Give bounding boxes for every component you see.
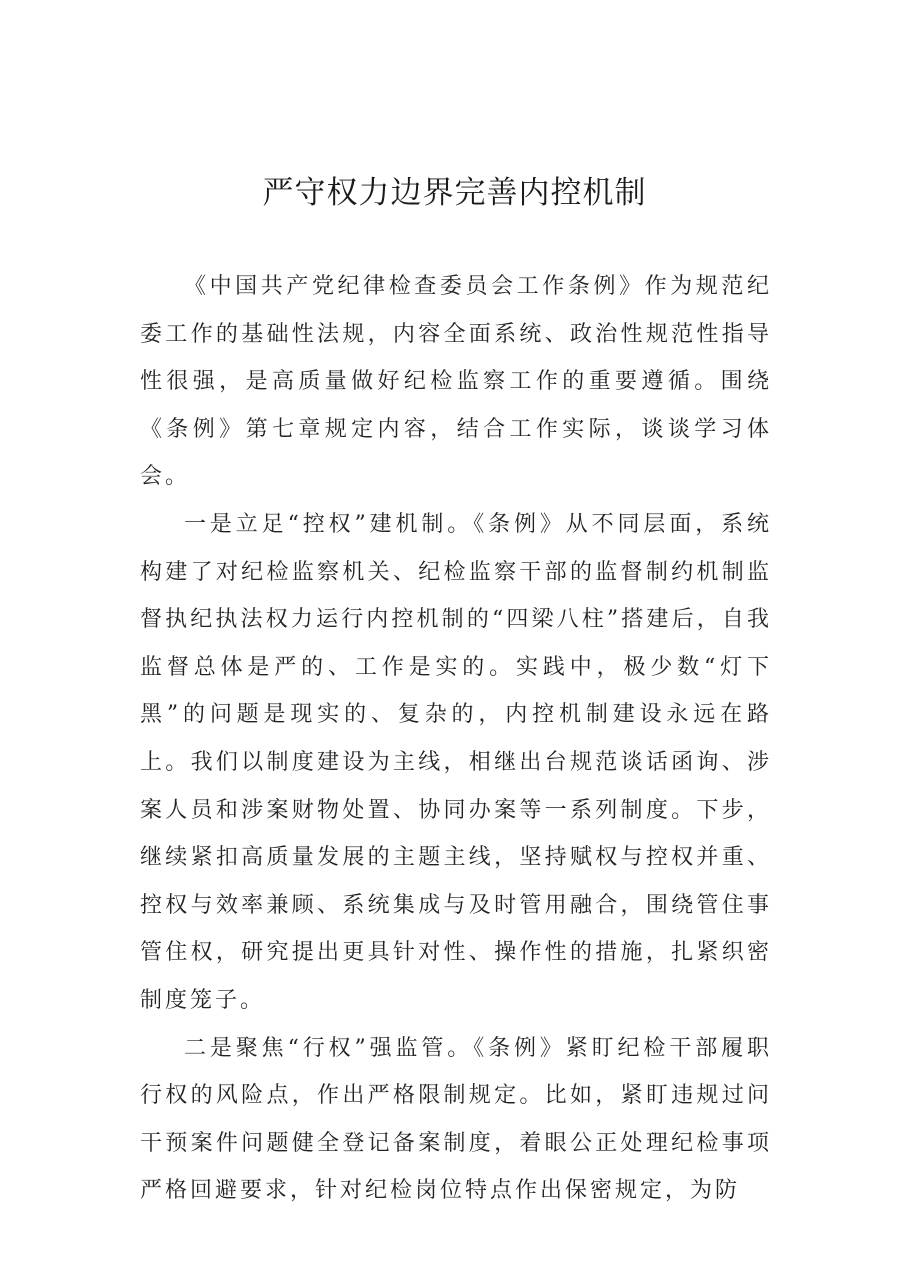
document-title: 严守权力边界完善内控机制 <box>262 175 647 211</box>
paragraph-point-two: 二是聚焦“行权”强监管。《条例》紧盯纪检干部履职行权的风险点，作出严格限制规定。比如，紧盯违规过问干预案件问题健全登记备案制度，着眼公正处理纪检事项严格回避要求，针对纪检岗位特点作出保密规定，为防 <box>140 1035 772 1204</box>
document-body <box>140 263 772 1215</box>
paragraph-intro: 《中国共产党纪律检查委员会工作条例》作为规范纪委工作的基础性法规，内容全面系统、政治性规范性指导性很强，是高质量做好纪检监察工作的重要遵循。围绕《条例》第七章规定内容，结合工作实际，谈谈学习体会。 <box>140 274 772 490</box>
paragraph-point-one: 一是立足“控权”建机制。《条例》从不同层面，系统构建了对纪检监察机关、纪检监察干部的监督制约机制监督执纪执法权力运行内控机制的“四梁八柱”搭建后，自我监督总体是严的、工作是实的。实践中，极少数“灯下黑”的问题是现实的、复杂的，内控机制建设永远在路上。我们以制度建设为主线，相继出台规范谈话函询、涉案人员和涉案财物处置、协同办案等一系列制度。下步，继续紧扣高质量发展的主题主线，坚持赋权与控权并重、控权与效率兼顾、系统集成与及时管用融合，围绕管住事管住权，研究提出更具针对性、操作性的措施，扎紧织密制度笼子。 <box>140 511 772 1013</box>
